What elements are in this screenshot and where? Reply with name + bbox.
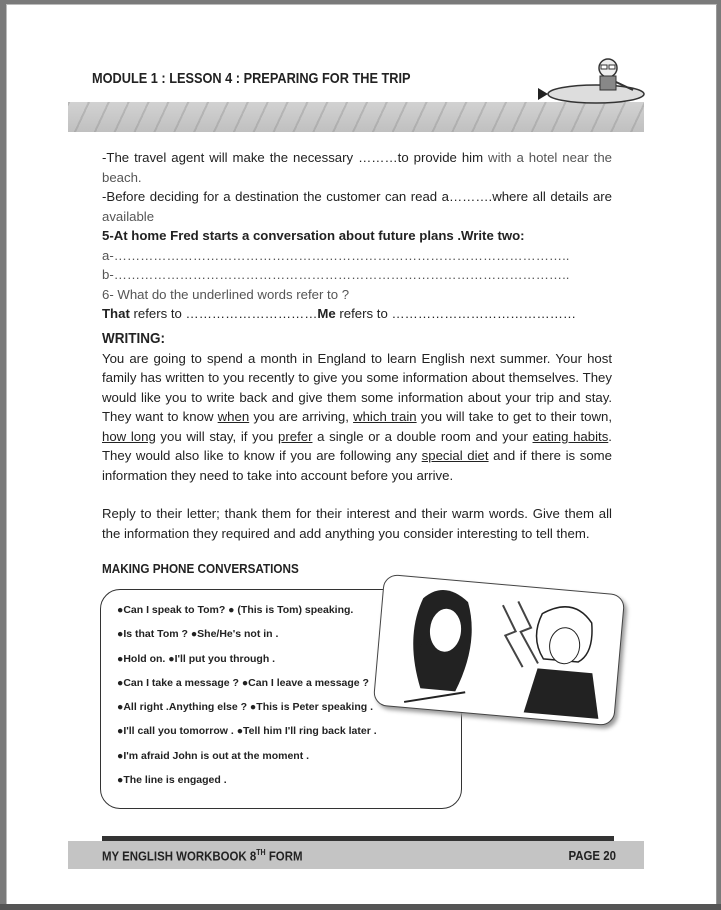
- lesson-title: MODULE 1 : LESSON 4 : PREPARING FOR THE TRIP: [92, 70, 411, 87]
- phone-phrase-line: ●Hold on. ●I'll put you through .: [117, 652, 276, 665]
- lesson-header: [68, 52, 644, 132]
- page-number: PAGE 20: [568, 848, 616, 863]
- page-content: [102, 148, 612, 576]
- page-footer: [68, 841, 644, 869]
- answer-line-b: b-…………………………………………………………………………………………..: [102, 267, 570, 282]
- answer-line-a: a-…………………………………………………………………………………………..: [102, 247, 570, 263]
- phone-phrase-line: ●Can I take a message ? ●Can I leave a message ?: [117, 676, 369, 689]
- phone-phrase-line: ●I'll call you tomorrow . ●Tell him I'll ring back later .: [117, 725, 377, 738]
- writing-heading: WRITING:: [102, 329, 165, 347]
- question-6: 6- What do the underlined words refer to ?: [102, 286, 350, 302]
- phone-phrase-line: ●All right .Anything else ? ●This is Peter speaking .: [117, 701, 373, 714]
- girls-on-phone-illustration-icon: [373, 574, 626, 727]
- writing-paragraph-1: You are going to spend a month in England to learn English next summer. Your host family has written to you recently to give you some information about themselves. They would like you to write back and give them some information about your trip and stay. They want to know when you are arriving, which train you will take to get to their town, how long you will stay, if you prefer a single or a double room and your eating habits. They would also like to know if you are following any special diet and if there is some information they need to take into account before you arrive.: [102, 350, 612, 483]
- exercise-line-2: -Before deciding for a destination the customer can read a……….where all details are available: [102, 189, 612, 224]
- phone-phrase-line: ●Is that Tom ? ●She/He's not in .: [117, 628, 279, 641]
- phone-phrase-line: ●The line is engaged .: [117, 774, 227, 787]
- phone-phrase-line: ●Can I speak to Tom? ● (This is Tom) speaking.: [117, 604, 354, 616]
- phone-phrase-line: ●I'm afraid John is out at the moment .: [117, 749, 310, 762]
- viewer-bottom-strip: [0, 904, 721, 910]
- phone-conversations-heading: MAKING PHONE CONVERSATIONS: [102, 561, 299, 576]
- exercise-line-1: -The travel agent will make the necessary ………to provide him with a hotel near the beach.: [102, 150, 612, 185]
- phone-phrases-list: [117, 604, 377, 798]
- workbook-title: MY ENGLISH WORKBOOK 8TH FORM: [102, 848, 303, 864]
- question-6-refers: That refers to …………………………Me refers to ……………………………………: [102, 306, 577, 321]
- cartoon-boy-on-rocket-icon: [538, 52, 648, 108]
- writing-paragraph-2: Reply to their letter; thank them for their interest and their warm words. Give them all the information they required and add anything you consider interesting to tell them.: [102, 506, 612, 541]
- question-5: 5-At home Fred starts a conversation about future plans .Write two:: [102, 228, 525, 243]
